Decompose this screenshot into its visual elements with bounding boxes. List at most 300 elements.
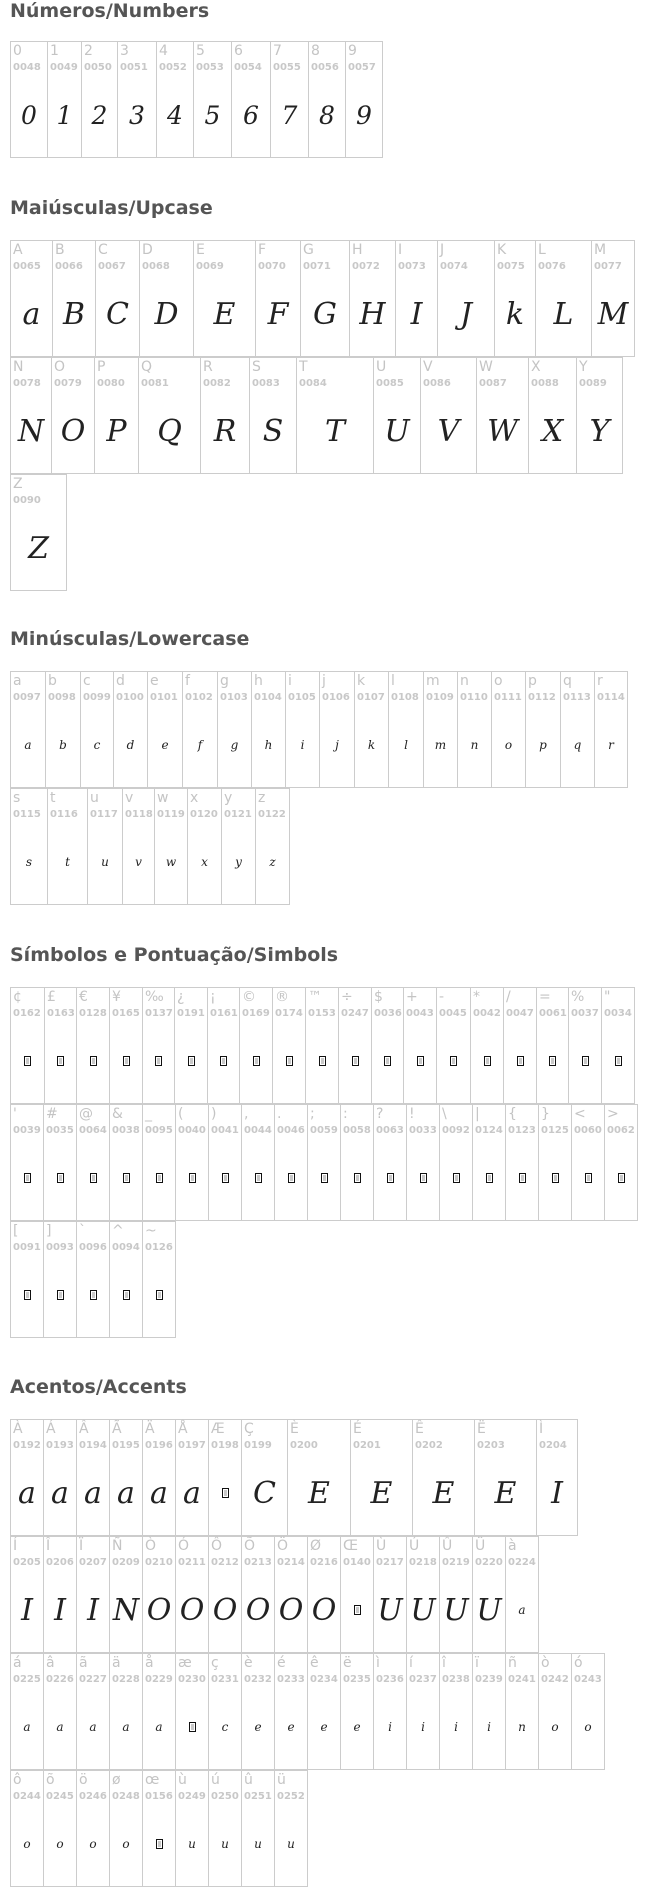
character-label: ] [46, 1223, 52, 1239]
lowercase-cell [47, 788, 88, 905]
symbol-cell [505, 1104, 539, 1221]
glyph-sample: 2 [91, 100, 108, 130]
character-code: 0076 [538, 261, 566, 272]
upcase-cell [296, 357, 374, 474]
character-label: å [145, 1655, 154, 1671]
glyph-sample: o [89, 1837, 97, 1851]
character-code: 0163 [47, 1008, 75, 1019]
character-label: r [597, 673, 603, 689]
glyph-sample: R [213, 413, 237, 449]
missing-glyph-icon [77, 1266, 109, 1324]
glyph-sample: E [213, 296, 236, 332]
character-label: Î [46, 1538, 51, 1554]
character-code: 0251 [244, 1791, 272, 1802]
missing-glyph-icon [275, 1149, 307, 1207]
accent-cell [175, 1536, 209, 1653]
character-code: 0216 [310, 1557, 338, 1568]
missing-glyph-icon [209, 1464, 241, 1522]
character-code: 0198 [211, 1440, 239, 1451]
character-code: 0235 [343, 1674, 371, 1685]
symbol-cell [44, 987, 77, 1104]
character-code: 0156 [145, 1791, 173, 1802]
character-label: F [258, 242, 267, 258]
character-label: X [531, 359, 541, 375]
accent-cell [43, 1536, 77, 1653]
accent-cell [474, 1419, 537, 1536]
character-code: 0044 [244, 1125, 272, 1136]
symbol-cell [76, 987, 110, 1104]
missing-glyph-box [582, 1056, 589, 1066]
glyph-sample: c [221, 1720, 229, 1734]
number-cell [345, 41, 383, 158]
accent-cell [10, 1419, 44, 1536]
character-label: m [426, 673, 440, 689]
character-code: 0096 [79, 1242, 107, 1253]
missing-glyph-icon [504, 1032, 536, 1090]
missing-glyph-box [123, 1290, 130, 1300]
character-label: ; [310, 1106, 315, 1122]
character-label: d [116, 673, 125, 689]
character-label: ö [79, 1772, 88, 1788]
missing-glyph-box [222, 1488, 229, 1498]
glyph-sample: U [410, 1592, 436, 1628]
character-code: 0053 [196, 62, 224, 73]
character-code: 0069 [196, 261, 224, 272]
lowercase-cell [221, 788, 256, 905]
character-label: [ [13, 1223, 19, 1239]
symbol-cell [175, 1104, 209, 1221]
character-code: 0062 [607, 1125, 635, 1136]
missing-glyph-box [517, 1056, 524, 1066]
accent-cell [208, 1653, 242, 1770]
glyph-sample: Q [157, 413, 182, 449]
missing-glyph-icon [110, 1032, 142, 1090]
character-label: à [508, 1538, 517, 1554]
missing-glyph-box [552, 1173, 559, 1183]
character-code: 0206 [46, 1557, 74, 1568]
missing-glyph-box [618, 1173, 625, 1183]
glyph-sample: m [434, 738, 447, 752]
accent-cell [109, 1770, 143, 1887]
character-code: 0128 [79, 1008, 107, 1019]
upcase-cell [437, 240, 495, 357]
character-code: 0243 [574, 1674, 602, 1685]
character-code: 0036 [374, 1008, 402, 1019]
symbol-cell [43, 1221, 77, 1338]
glyph-sample: Y [589, 413, 610, 449]
character-label: € [79, 989, 88, 1005]
character-label: ® [275, 989, 289, 1005]
lowercase-cell [10, 671, 46, 788]
accent-cell [307, 1536, 341, 1653]
character-code: 0047 [506, 1008, 534, 1019]
character-code: 0237 [409, 1674, 437, 1685]
glyph-sample: k [505, 296, 525, 332]
character-label: ú [211, 1772, 220, 1788]
character-code: 0117 [90, 809, 118, 820]
character-code: 0075 [497, 261, 525, 272]
accent-cell [472, 1653, 506, 1770]
character-label: ø [112, 1772, 121, 1788]
accent-cell [76, 1770, 110, 1887]
character-label: n [460, 673, 469, 689]
accent-cell [175, 1419, 209, 1536]
upcase-cell [373, 357, 421, 474]
character-label: w [157, 790, 169, 806]
symbol-cell [241, 1104, 275, 1221]
accent-cell [505, 1653, 539, 1770]
missing-glyph-box [222, 1173, 229, 1183]
character-label: Û [442, 1538, 453, 1554]
character-label: b [48, 673, 57, 689]
missing-glyph-box [453, 1173, 460, 1183]
number-cell [270, 41, 309, 158]
character-code: 0249 [178, 1791, 206, 1802]
character-label: h [254, 673, 263, 689]
character-code: 0058 [343, 1125, 371, 1136]
glyph-sample: L [553, 296, 574, 332]
character-code: 0051 [120, 62, 148, 73]
character-label: v [125, 790, 134, 806]
character-code: 0211 [178, 1557, 206, 1568]
character-code: 0209 [112, 1557, 140, 1568]
upcase-cell [300, 240, 350, 357]
character-code: 0066 [55, 261, 83, 272]
symbol-cell [43, 1104, 77, 1221]
symbol-cell [76, 1104, 110, 1221]
accent-cell [208, 1770, 242, 1887]
section-title-upcase: Maiúsculas/Upcase [10, 197, 213, 219]
glyph-sample: a [18, 1475, 36, 1511]
glyph-sample: b [59, 738, 67, 752]
character-label: Ô [211, 1538, 223, 1554]
lowercase-cell [354, 671, 389, 788]
missing-glyph-icon [506, 1149, 538, 1207]
character-label: ) [211, 1106, 217, 1122]
symbol-cell [305, 987, 339, 1104]
accent-cell [412, 1419, 475, 1536]
missing-glyph-box [288, 1173, 295, 1183]
character-label: p [528, 673, 537, 689]
lowercase-cell [182, 671, 218, 788]
character-label: K [497, 242, 507, 258]
character-label: 6 [234, 43, 243, 59]
glyph-sample: C [253, 1475, 276, 1511]
accent-cell [571, 1653, 605, 1770]
missing-glyph-box [156, 1290, 163, 1300]
accent-cell [439, 1536, 473, 1653]
character-code: 0105 [288, 692, 316, 703]
character-label: ¥ [112, 989, 121, 1005]
missing-glyph-icon [602, 1032, 634, 1090]
accent-cell [340, 1653, 374, 1770]
missing-glyph-icon [176, 1149, 208, 1207]
character-code: 0204 [539, 1440, 567, 1451]
missing-glyph-box [354, 1605, 361, 1615]
lowercase-cell [87, 788, 123, 905]
symbol-cell [538, 1104, 572, 1221]
character-code: 0054 [234, 62, 262, 73]
character-label: Ê [415, 1421, 424, 1437]
character-label: < [574, 1106, 586, 1122]
character-code: 0233 [277, 1674, 305, 1685]
character-code: 0074 [440, 261, 468, 272]
missing-glyph-icon [341, 1581, 373, 1639]
symbol-cell [373, 1104, 407, 1221]
lowercase-cell [122, 788, 155, 905]
missing-glyph-box [519, 1173, 526, 1183]
accent-cell [142, 1770, 176, 1887]
character-label: A [13, 242, 23, 258]
character-label: x [190, 790, 199, 806]
character-code: 0104 [254, 692, 282, 703]
character-label: g [220, 673, 229, 689]
character-code: 0088 [531, 378, 559, 389]
missing-glyph-icon [471, 1032, 503, 1090]
missing-glyph-icon [143, 1032, 174, 1090]
character-code: 0195 [112, 1440, 140, 1451]
glyph-sample: V [437, 413, 460, 449]
symbol-cell [272, 987, 306, 1104]
glyph-sample: a [56, 1720, 64, 1734]
character-code: 0238 [442, 1674, 470, 1685]
character-label: ê [310, 1655, 319, 1671]
glyph-sample: E [308, 1475, 330, 1511]
character-label: Z [13, 476, 23, 492]
character-code: 0106 [322, 692, 350, 703]
accent-cell [274, 1536, 308, 1653]
upcase-cell [52, 240, 96, 357]
glyph-sample: i [487, 1720, 491, 1734]
character-code: 0087 [479, 378, 507, 389]
glyph-sample: z [269, 855, 276, 869]
missing-glyph-icon [11, 1032, 44, 1090]
accent-cell [76, 1419, 110, 1536]
missing-glyph-box [123, 1056, 130, 1066]
upcase-cell [10, 474, 67, 591]
character-label: £ [47, 989, 56, 1005]
symbol-cell [10, 987, 45, 1104]
character-label: O [54, 359, 66, 375]
character-code: 0218 [409, 1557, 437, 1568]
section-title-symbols: Símbolos e Pontuação/Simbols [10, 944, 339, 966]
character-code: 0137 [145, 1008, 173, 1019]
character-code: 0194 [79, 1440, 107, 1451]
character-label: ( [178, 1106, 184, 1122]
glyph-sample: o [122, 1837, 130, 1851]
character-label: S [252, 359, 261, 375]
missing-glyph-icon [175, 1032, 207, 1090]
missing-glyph-icon [176, 1698, 208, 1756]
character-label: á [13, 1655, 22, 1671]
accent-cell [406, 1536, 440, 1653]
character-code: 0034 [604, 1008, 632, 1019]
character-label: ä [112, 1655, 121, 1671]
character-label: Ï [79, 1538, 84, 1554]
symbol-cell [142, 1104, 176, 1221]
character-code: 0097 [13, 692, 41, 703]
character-label: ñ [508, 1655, 517, 1671]
glyph-sample: a [155, 1720, 163, 1734]
character-code: 0113 [563, 692, 591, 703]
number-cell [308, 41, 346, 158]
character-code: 0242 [541, 1674, 569, 1685]
character-label: 1 [50, 43, 59, 59]
character-code: 0207 [79, 1557, 107, 1568]
glyph-sample: P [106, 413, 127, 449]
character-label: : [343, 1106, 348, 1122]
accent-cell [340, 1536, 374, 1653]
character-code: 0201 [353, 1440, 381, 1451]
character-code: 0043 [406, 1008, 434, 1019]
missing-glyph-icon [407, 1149, 439, 1207]
character-label: û [244, 1772, 253, 1788]
accent-cell [43, 1653, 77, 1770]
accent-cell [241, 1536, 275, 1653]
missing-glyph-icon [45, 1032, 76, 1090]
character-label: ™ [308, 989, 322, 1005]
symbol-cell [142, 987, 175, 1104]
character-label: _ [145, 1106, 152, 1122]
glyph-sample: k [367, 738, 376, 752]
accent-cell [10, 1770, 44, 1887]
glyph-sample: u [188, 1837, 196, 1851]
character-label: 4 [159, 43, 168, 59]
missing-glyph-box [24, 1290, 31, 1300]
character-code: 0244 [13, 1791, 41, 1802]
accent-cell [505, 1536, 539, 1653]
character-code: 0220 [475, 1557, 503, 1568]
character-code: 0061 [539, 1008, 567, 1019]
glyph-sample: e [320, 1720, 328, 1734]
missing-glyph-box [123, 1173, 130, 1183]
glyph-sample: a [84, 1475, 102, 1511]
character-code: 0112 [528, 692, 556, 703]
symbol-cell [568, 987, 602, 1104]
number-cell [117, 41, 157, 158]
character-code: 0231 [211, 1674, 239, 1685]
glyph-sample: i [300, 738, 305, 752]
character-code: 0086 [423, 378, 451, 389]
accent-cell [109, 1419, 143, 1536]
glyph-sample: E [494, 1475, 517, 1511]
symbol-cell [208, 1104, 242, 1221]
character-code: 0080 [97, 378, 125, 389]
character-label: Œ [343, 1538, 358, 1554]
character-code: 0214 [277, 1557, 305, 1568]
character-label: 0 [13, 43, 22, 59]
character-label: Ä [145, 1421, 155, 1437]
character-code: 0114 [597, 692, 625, 703]
character-code: 0072 [352, 261, 380, 272]
accent-cell [350, 1419, 413, 1536]
glyph-sample: I [87, 1592, 99, 1628]
character-code: 0109 [426, 692, 454, 703]
missing-glyph-box [90, 1290, 97, 1300]
lowercase-cell [423, 671, 458, 788]
missing-glyph-box [253, 1056, 260, 1066]
symbol-cell [571, 1104, 605, 1221]
character-label: - [439, 989, 445, 1005]
missing-glyph-icon [44, 1266, 76, 1324]
character-code: 0236 [376, 1674, 404, 1685]
character-code: 0064 [79, 1125, 107, 1136]
character-label: â [46, 1655, 55, 1671]
character-label: 8 [311, 43, 320, 59]
character-label: è [244, 1655, 253, 1671]
symbol-cell [439, 1104, 473, 1221]
character-code: 0089 [579, 378, 607, 389]
symbol-cell [503, 987, 537, 1104]
missing-glyph-box [156, 1173, 163, 1183]
glyph-sample: i [454, 1720, 458, 1734]
accent-cell [109, 1653, 143, 1770]
missing-glyph-icon [242, 1149, 274, 1207]
character-label: ' [13, 1106, 17, 1122]
upcase-cell [200, 357, 250, 474]
glyph-sample: p [539, 738, 547, 752]
character-code: 0033 [409, 1125, 437, 1136]
accent-cell [43, 1419, 77, 1536]
character-label: Õ [244, 1538, 256, 1554]
character-label: ` [79, 1223, 86, 1239]
accent-cell [538, 1653, 572, 1770]
glyph-sample: I [54, 1592, 66, 1628]
glyph-sample: B [62, 296, 86, 332]
glyph-sample: T [324, 413, 345, 449]
character-label: > [607, 1106, 619, 1122]
glyph-sample: w [165, 855, 177, 869]
glyph-sample: e [254, 1720, 262, 1734]
character-code: 0035 [46, 1125, 74, 1136]
glyph-sample: O [311, 1592, 337, 1628]
character-code: 0247 [341, 1008, 369, 1019]
character-label: ï [475, 1655, 479, 1671]
missing-glyph-box [57, 1056, 64, 1066]
character-label: " [604, 989, 611, 1005]
character-code: 0232 [244, 1674, 272, 1685]
lowercase-cell [319, 671, 355, 788]
character-label: u [90, 790, 99, 806]
character-code: 0079 [54, 378, 82, 389]
section-title-numbers: Números/Numbers [10, 0, 210, 22]
character-label: Í [13, 1538, 18, 1554]
symbol-cell [340, 1104, 374, 1221]
glyph-sample: I [410, 296, 423, 332]
lowercase-cell [45, 671, 81, 788]
missing-glyph-icon [605, 1149, 637, 1207]
character-code: 0191 [177, 1008, 205, 1019]
missing-glyph-icon [537, 1032, 568, 1090]
character-code: 0094 [112, 1242, 140, 1253]
character-code: 0192 [13, 1440, 41, 1451]
glyph-sample: O [278, 1592, 304, 1628]
missing-glyph-icon [539, 1149, 571, 1207]
character-label: z [258, 790, 266, 806]
character-label: M [594, 242, 607, 258]
character-label: Ö [277, 1538, 289, 1554]
character-label: ! [409, 1106, 415, 1122]
character-label: # [46, 1106, 58, 1122]
number-cell [47, 41, 82, 158]
character-code: 0101 [150, 692, 178, 703]
character-label: í [409, 1655, 413, 1671]
character-label: Ø [310, 1538, 322, 1554]
missing-glyph-box [155, 1056, 162, 1066]
character-code: 0048 [13, 62, 41, 73]
upcase-cell [591, 240, 635, 357]
character-label: ÷ [341, 989, 353, 1005]
